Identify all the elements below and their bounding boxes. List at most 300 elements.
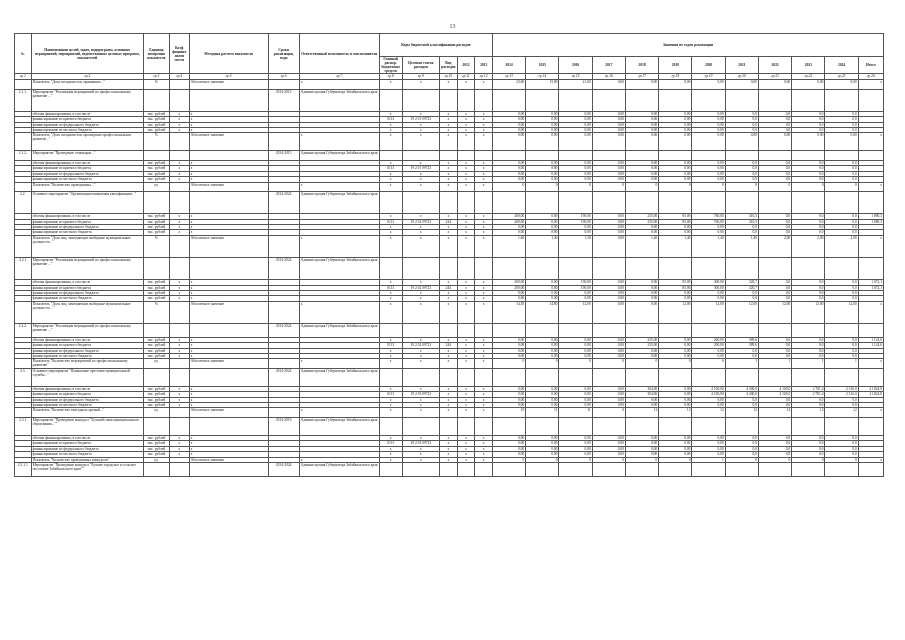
table-cell: 0,0: [725, 160, 758, 165]
column-code: гр.22: [792, 74, 825, 80]
table-cell: 0,00: [492, 166, 525, 171]
table-cell: 0,00: [592, 280, 625, 285]
table-cell: 0,00: [492, 452, 525, 457]
table-cell: 0,00: [792, 80, 825, 90]
table-cell: 0,00: [592, 225, 625, 230]
table-cell: [725, 323, 758, 337]
table-cell: х: [440, 301, 458, 323]
table-cell: 2014-2024: [268, 323, 299, 337]
table-cell: [169, 418, 189, 436]
table-cell: 235,00: [625, 343, 658, 348]
table-cell: 0,00: [559, 348, 592, 353]
table-cell: 0,0: [725, 296, 758, 301]
table-cell: [169, 323, 189, 337]
table-cell: [492, 258, 525, 280]
table-cell: 85,00: [659, 214, 692, 219]
table-cell: 0,0: [758, 397, 791, 402]
table-cell: х: [189, 403, 268, 408]
table-cell: 0,00: [659, 171, 692, 176]
table-cell: 2014-2024: [268, 463, 299, 477]
table-cell: 0,00: [592, 301, 625, 323]
table-cell: 0,0: [825, 397, 858, 402]
table-cell: х: [457, 296, 475, 301]
table-cell: [440, 258, 458, 280]
table-cell: [402, 151, 439, 161]
table-cell: [268, 408, 299, 418]
table-cell: [169, 258, 189, 280]
table-cell: ед.: [143, 457, 169, 462]
table-cell: 0,00: [659, 177, 692, 182]
table-cell: 190,00: [559, 285, 592, 290]
col-period: Сроки реализации, годы: [268, 34, 299, 74]
row-name-cell: Основное мероприятие "Повышение престижа муниципальной службы...": [31, 368, 143, 386]
table-cell: [15, 182, 32, 192]
table-cell: 0,00: [625, 171, 658, 176]
table-cell: 12,00: [559, 301, 592, 323]
table-cell: 0,00: [492, 111, 525, 116]
table-cell: х: [858, 80, 883, 90]
table-cell: Абсолютное значение: [189, 457, 268, 462]
table-cell: [189, 258, 268, 280]
row-name-cell: финансирование из краевого бюджета: [31, 343, 143, 348]
table-cell: х: [457, 457, 475, 462]
table-cell: [692, 463, 725, 477]
table-cell: 0,00: [692, 397, 725, 402]
table-cell: 0,00: [526, 386, 559, 391]
table-cell: [268, 182, 299, 192]
table-cell: [189, 89, 268, 111]
table-cell: 0,00: [625, 296, 658, 301]
table-cell: тыс. рублей: [143, 436, 169, 441]
table-cell: 0,0: [725, 166, 758, 171]
table-cell: 0,00: [592, 177, 625, 182]
table-cell: 0,0: [825, 441, 858, 446]
table-cell: 0,0: [792, 225, 825, 230]
row-name-cell: Показатель "Доля специалистов, прошедших профессиональное развитие...": [31, 133, 143, 151]
table-cell: [725, 368, 758, 386]
table-cell: х: [440, 182, 458, 192]
table-cell: х: [457, 353, 475, 358]
table-cell: 0,00: [692, 348, 725, 353]
table-cell: Администрация Губернатора Забайкальского края: [299, 258, 379, 280]
table-cell: 0,00: [659, 337, 692, 342]
table-cell: 235,00: [625, 337, 658, 342]
table-cell: [725, 258, 758, 280]
table-cell: х: [858, 408, 883, 418]
col-year-2016: 2016: [559, 57, 592, 74]
table-cell: 0,00: [526, 291, 559, 296]
table-cell: 0,00: [559, 291, 592, 296]
table-cell: х: [475, 230, 493, 235]
table-cell: х: [189, 219, 268, 224]
table-cell: 0: [592, 182, 625, 192]
table-cell: [592, 368, 625, 386]
table-cell: 0,00: [592, 285, 625, 290]
table-cell: %: [143, 133, 169, 151]
table-cell: [792, 89, 825, 111]
table-cell: х: [858, 359, 883, 369]
table-cell: х: [475, 441, 493, 446]
table-cell: х: [440, 353, 458, 358]
table-cell: х: [440, 166, 458, 171]
table-cell: х: [457, 160, 475, 165]
table-cell: х: [379, 280, 402, 285]
table-cell: 0,0: [725, 111, 758, 116]
table-cell: 0,0: [825, 353, 858, 358]
table-cell: [268, 359, 299, 369]
table-cell: 19 2 01 09723: [402, 166, 439, 171]
table-cell: 0,0: [792, 214, 825, 219]
table-cell: [475, 258, 493, 280]
table-cell: х: [169, 452, 189, 457]
table-cell: х: [475, 214, 493, 219]
table-cell: 389,6: [725, 337, 758, 342]
table-cell: х: [440, 386, 458, 391]
table-cell: 0,0: [725, 117, 758, 122]
row-name-cell: Показатель "Доля лиц, замещающих выборные муниципальные должности...": [31, 235, 143, 257]
table-cell: х: [440, 403, 458, 408]
table-cell: х: [189, 285, 268, 290]
table-cell: 0,0: [758, 441, 791, 446]
table-cell: 200,00: [492, 214, 525, 219]
table-cell: 0: [592, 359, 625, 369]
table-cell: 2 316,0: [825, 386, 858, 391]
table-cell: х: [475, 291, 493, 296]
table-cell: тыс. рублей: [143, 441, 169, 446]
table-cell: х: [379, 436, 402, 441]
table-cell: х: [475, 111, 493, 116]
table-cell: %: [143, 80, 169, 90]
table-cell: 0,00: [526, 337, 559, 342]
table-cell: х: [169, 225, 189, 230]
table-cell: 0,00: [559, 177, 592, 182]
table-cell: 0: [625, 457, 658, 462]
table-cell: 0,00: [559, 386, 592, 391]
table-cell: ед.: [143, 359, 169, 369]
table-cell: 0: [492, 359, 525, 369]
table-cell: [457, 151, 475, 161]
table-cell: х: [169, 230, 189, 235]
table-cell: 0: [492, 182, 525, 192]
table-cell: 1,40: [692, 235, 725, 257]
table-cell: [659, 89, 692, 111]
table-cell: 0,00: [692, 436, 725, 441]
table-cell: [440, 151, 458, 161]
table-cell: 0,00: [625, 117, 658, 122]
table-cell: 85,00: [659, 285, 692, 290]
table-cell: х: [299, 182, 379, 192]
table-cell: 12: [692, 408, 725, 418]
table-cell: 300,00: [692, 285, 725, 290]
table-cell: 1: [825, 359, 858, 369]
table-cell: [169, 192, 189, 214]
table-cell: 0: [792, 182, 825, 192]
table-cell: х: [169, 296, 189, 301]
table-cell: 0,00: [592, 219, 625, 224]
table-cell: х: [457, 80, 475, 90]
table-cell: 0,00: [559, 171, 592, 176]
table-cell: 0,00: [625, 285, 658, 290]
table-cell: 0,00: [692, 127, 725, 132]
table-row: [15, 192, 884, 214]
table-cell: 760,00: [692, 214, 725, 219]
table-cell: 0,0: [725, 171, 758, 176]
table-cell: 0,00: [592, 214, 625, 219]
table-cell: х: [475, 166, 493, 171]
table-cell: 2,00: [825, 235, 858, 257]
row-name-cell: Показатель "Количество ежегодных премий...": [31, 408, 143, 418]
table-cell: х: [457, 446, 475, 451]
table-cell: х: [189, 452, 268, 457]
table-cell: 23,00: [492, 80, 525, 90]
table-cell: х: [402, 111, 439, 116]
table-cell: [475, 151, 493, 161]
table-cell: х: [402, 133, 439, 151]
table-cell: х: [379, 291, 402, 296]
table-cell: х: [475, 408, 493, 418]
table-cell: х: [440, 291, 458, 296]
table-cell: 12: [659, 408, 692, 418]
table-cell: х: [169, 353, 189, 358]
table-cell: тыс. рублей: [143, 280, 169, 285]
row-name-cell: финансирование из местного бюджета: [31, 127, 143, 132]
table-cell: 0,00: [492, 133, 525, 151]
table-cell: х: [402, 403, 439, 408]
table-cell: 0,00: [592, 171, 625, 176]
table-cell: 0,0: [825, 436, 858, 441]
table-cell: [692, 418, 725, 436]
table-cell: [526, 258, 559, 280]
table-cell: 0,0: [725, 177, 758, 182]
table-cell: 4 100,0: [758, 392, 791, 397]
table-cell: 0,0: [792, 230, 825, 235]
table-cell: х: [379, 403, 402, 408]
row-name-cell: финансирование из краевого бюджета: [31, 441, 143, 446]
table-cell: [625, 323, 658, 337]
table-cell: 0,00: [625, 230, 658, 235]
table-cell: тыс. рублей: [143, 337, 169, 342]
table-cell: 0,00: [592, 337, 625, 342]
table-cell: х: [475, 225, 493, 230]
table-cell: 0,00: [559, 403, 592, 408]
table-cell: [758, 418, 791, 436]
table-cell: 0,00: [692, 122, 725, 127]
col-year-2022: 2022: [758, 57, 791, 74]
table-cell: х: [379, 133, 402, 151]
table-cell: ед.: [143, 182, 169, 192]
table-cell: 0,00: [526, 353, 559, 358]
table-cell: х: [457, 408, 475, 418]
table-cell: 1 124,6: [858, 343, 883, 348]
col-total: Итого: [858, 57, 883, 74]
table-cell: 0,00: [526, 117, 559, 122]
col-resp: Ответственный исполнитель и соисполнители: [299, 34, 379, 74]
table-cell: х: [475, 353, 493, 358]
table-cell: 0,00: [625, 353, 658, 358]
table-cell: 0: [592, 457, 625, 462]
table-cell: 0,0: [825, 343, 858, 348]
table-cell: [825, 368, 858, 386]
table-cell: 304,00: [625, 386, 658, 391]
table-cell: [858, 89, 883, 111]
table-cell: 0,00: [559, 117, 592, 122]
table-cell: 11: [559, 408, 592, 418]
table-cell: [559, 151, 592, 161]
table-cell: 0,00: [559, 296, 592, 301]
table-cell: х: [402, 280, 439, 285]
table-cell: х: [475, 80, 493, 90]
table-cell: х: [475, 117, 493, 122]
table-cell: тыс. рублей: [143, 230, 169, 235]
table-cell: [825, 463, 858, 477]
table-cell: 85,00: [659, 280, 692, 285]
col-year-2021: 2021: [725, 57, 758, 74]
table-cell: х: [440, 441, 458, 446]
table-cell: 304,00: [625, 392, 658, 397]
group-bk: Коды бюджетной классификации расходов: [379, 34, 492, 57]
table-cell: 0: [625, 182, 658, 192]
table-cell: 12,00: [659, 301, 692, 323]
table-cell: 2.1.1.: [15, 89, 32, 111]
table-cell: [758, 89, 791, 111]
table-cell: х: [169, 166, 189, 171]
table-cell: [143, 192, 169, 214]
column-code: гр.15: [559, 74, 592, 80]
table-cell: 0,00: [659, 117, 692, 122]
table-cell: х: [299, 408, 379, 418]
table-cell: 11: [526, 408, 559, 418]
table-cell: [457, 368, 475, 386]
table-cell: х: [440, 225, 458, 230]
table-cell: [526, 151, 559, 161]
table-cell: х: [379, 127, 402, 132]
row-name-cell: финансирование из местного бюджета: [31, 353, 143, 358]
table-cell: 14,50: [492, 301, 525, 323]
col-year-2018: 2018: [625, 57, 658, 74]
table-cell: х: [379, 160, 402, 165]
table-cell: х: [189, 122, 268, 127]
table-cell: 0,00: [659, 225, 692, 230]
table-cell: тыс. рублей: [143, 214, 169, 219]
table-cell: 0,0: [758, 296, 791, 301]
table-cell: [15, 301, 32, 323]
table-cell: 0,0: [758, 117, 791, 122]
row-name-cell: Мероприятие "Реализация мероприятий по профессиональному развитию ...": [31, 258, 143, 280]
table-cell: х: [475, 436, 493, 441]
table-cell: [169, 359, 189, 369]
table-cell: [825, 89, 858, 111]
table-cell: [858, 151, 883, 161]
table-cell: 0,00: [526, 171, 559, 176]
table-row: [15, 258, 884, 280]
col-method: Методика расчета показателя: [189, 34, 268, 74]
table-cell: [792, 323, 825, 337]
table-cell: 12: [792, 408, 825, 418]
table-cell: 0,00: [526, 348, 559, 353]
table-cell: 0,00: [692, 80, 725, 90]
table-cell: 200,00: [492, 285, 525, 290]
col-year-2013: 2013: [475, 57, 493, 74]
table-cell: 0,0: [825, 117, 858, 122]
table-cell: 2,00: [792, 235, 825, 257]
table-cell: Администрация Губернатора Забайкальского края: [299, 368, 379, 386]
table-cell: 0,00: [625, 397, 658, 402]
table-cell: х: [189, 397, 268, 402]
table-cell: х: [475, 348, 493, 353]
table-cell: х: [457, 291, 475, 296]
table-cell: 0,00: [725, 133, 758, 151]
table-cell: 0113: [379, 343, 402, 348]
table-cell: 0,00: [492, 348, 525, 353]
table-cell: 0,00: [492, 296, 525, 301]
table-cell: 0,00: [625, 80, 658, 90]
table-cell: [457, 418, 475, 436]
table-cell: [592, 323, 625, 337]
table-cell: х: [457, 280, 475, 285]
table-cell: х: [440, 408, 458, 418]
table-cell: 0,00: [659, 291, 692, 296]
table-cell: 0,00: [625, 166, 658, 171]
table-cell: 0,00: [592, 386, 625, 391]
table-cell: х: [440, 127, 458, 132]
table-cell: 0,0: [825, 296, 858, 301]
table-cell: х: [402, 337, 439, 342]
table-cell: х: [475, 122, 493, 127]
table-row: [15, 182, 884, 192]
table-cell: 410,3: [725, 214, 758, 219]
table-cell: х: [379, 80, 402, 90]
table-cell: [440, 463, 458, 477]
table-cell: х: [169, 441, 189, 446]
table-cell: 0,0: [758, 111, 791, 116]
table-cell: [758, 463, 791, 477]
row-name-cell: финансирование из федерального бюджета: [31, 397, 143, 402]
table-cell: 0,00: [492, 337, 525, 342]
table-cell: 0,00: [692, 353, 725, 358]
table-cell: 12,00: [692, 301, 725, 323]
table-cell: 2 781,4: [792, 392, 825, 397]
table-cell: 0,00: [659, 446, 692, 451]
table-cell: [475, 463, 493, 477]
table-cell: тыс. рублей: [143, 403, 169, 408]
table-cell: 0,00: [659, 296, 692, 301]
column-code: гр.24: [858, 74, 883, 80]
table-cell: [559, 368, 592, 386]
table-cell: [692, 258, 725, 280]
table-cell: 0,00: [526, 343, 559, 348]
column-code: гр.2: [31, 74, 143, 80]
table-cell: х: [475, 160, 493, 165]
table-cell: х: [379, 408, 402, 418]
table-cell: [402, 418, 439, 436]
table-cell: х: [475, 403, 493, 408]
table-cell: 190,00: [559, 219, 592, 224]
row-name-cell: объемы финансирования, в том числе: [31, 111, 143, 116]
table-cell: [559, 89, 592, 111]
table-cell: 0,0: [792, 166, 825, 171]
table-cell: х: [475, 182, 493, 192]
table-cell: 0,0: [725, 353, 758, 358]
table-cell: 0,0: [825, 285, 858, 290]
table-cell: [659, 323, 692, 337]
table-cell: тыс. рублей: [143, 177, 169, 182]
row-name-cell: Показатель "Количество проведенных...": [31, 182, 143, 192]
table-cell: 0,0: [758, 343, 791, 348]
table-cell: 12: [625, 408, 658, 418]
table-cell: 0,0: [825, 166, 858, 171]
table-cell: х: [457, 214, 475, 219]
table-cell: 2.3.1.1: [15, 463, 32, 477]
